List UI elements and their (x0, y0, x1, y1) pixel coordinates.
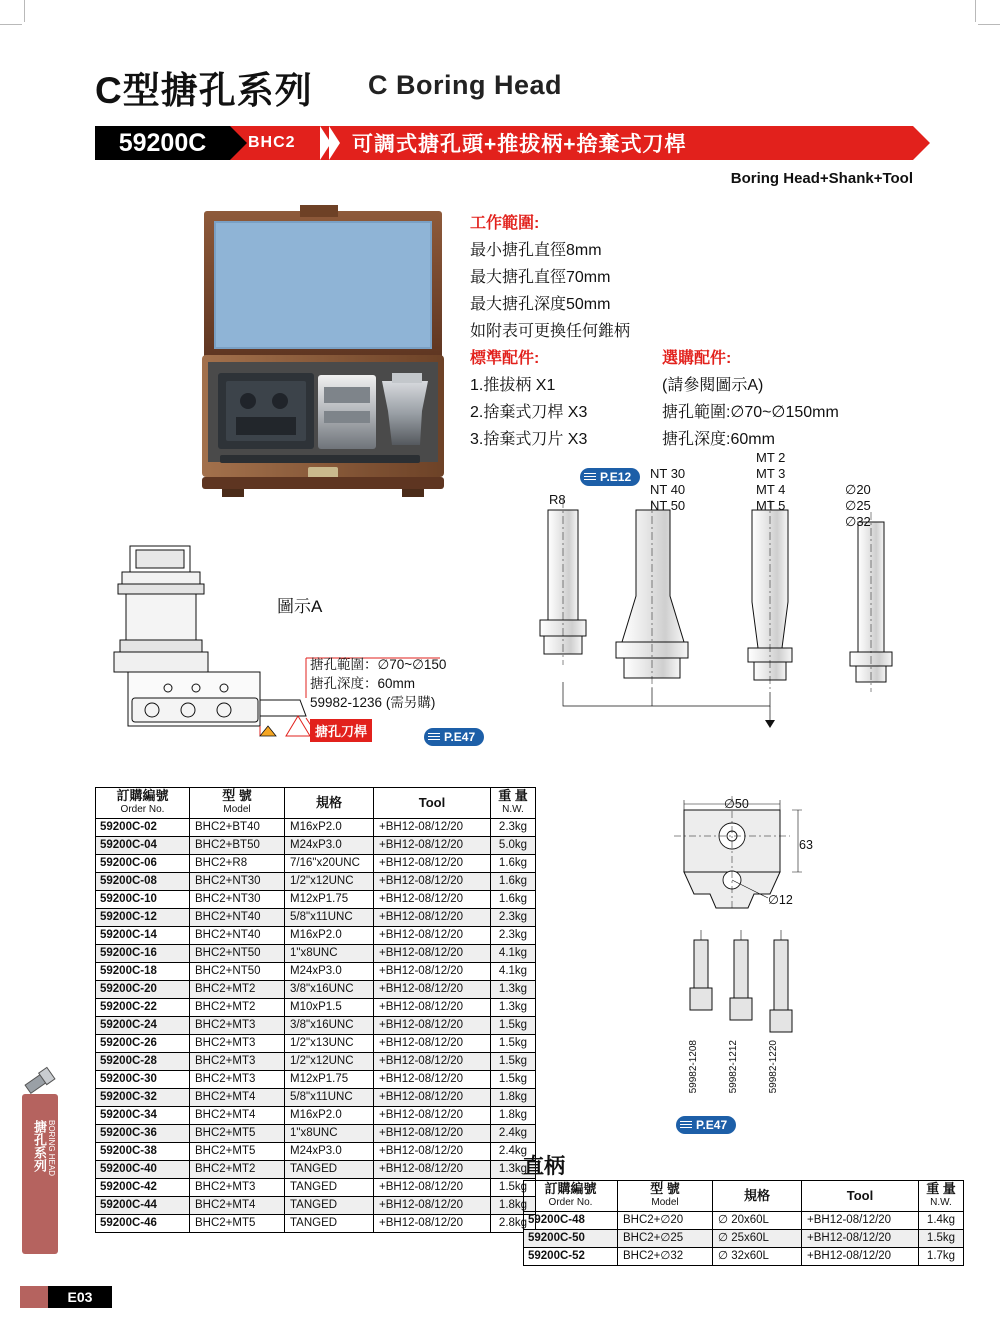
label-dia-20: ∅20 (845, 482, 871, 497)
cell-spec: M12xP1.75 (285, 1071, 374, 1089)
cell-spec: TANGED (285, 1197, 374, 1215)
cell-spec: 1/2"x12UNC (285, 1053, 374, 1071)
cell-weight: 2.4kg (491, 1143, 536, 1161)
cell-model: BHC2+MT4 (190, 1089, 285, 1107)
label-nt-40: NT 40 (650, 482, 686, 497)
working-range-line-0: 最小搪孔直徑8mm (470, 242, 602, 259)
callout-line-2: 59982-1236 (需另購) (310, 695, 436, 710)
cell-weight: 2.8kg (491, 1215, 536, 1233)
cell-spec: M24xP3.0 (285, 963, 374, 981)
straight-shank-title: 直柄 (523, 1155, 565, 1178)
optional-accessories-line-0: (請參閱圖示A) (662, 377, 764, 394)
cell-order: 59200C-14 (96, 927, 190, 945)
cell-model: BHC2+MT3 (190, 1035, 285, 1053)
cell-weight: 1.8kg (491, 1197, 536, 1215)
table-row (524, 1230, 964, 1248)
cell-model: BHC2+MT3 (190, 1071, 285, 1089)
cell-weight: 1.5kg (491, 1035, 536, 1053)
th-weight (491, 788, 536, 819)
table-row (96, 963, 536, 981)
cell-order: 59200C-12 (96, 909, 190, 927)
cell-model: BHC2+∅32 (618, 1248, 713, 1266)
th-tool (802, 1181, 919, 1212)
cell-model: BHC2+NT30 (190, 891, 285, 909)
cell-tool: +BH12-08/12/20 (374, 855, 491, 873)
cell-order: 59200C-30 (96, 1071, 190, 1089)
cell-order: 59200C-46 (96, 1215, 190, 1233)
cell-model: BHC2+NT50 (190, 945, 285, 963)
cell-weight: 4.1kg (491, 963, 536, 981)
table-row (96, 1053, 536, 1071)
cell-model: BHC2+NT40 (190, 909, 285, 927)
th-order-no (96, 788, 190, 819)
cell-tool: +BH12-08/12/20 (374, 1053, 491, 1071)
cell-order: 59200C-52 (524, 1248, 618, 1266)
cell-weight: 1.5kg (919, 1230, 964, 1248)
page-number: E03 (48, 1286, 112, 1308)
th-model (190, 788, 285, 819)
cell-tool: +BH12-08/12/20 (374, 1125, 491, 1143)
figure-a-callout (310, 655, 446, 712)
banner-description-cn: 可調式搪孔頭+推拔柄+捨棄式刀桿 (352, 133, 687, 156)
cell-spec: 1"x8UNC (285, 945, 374, 963)
optional-accessories-line-2: 搪孔深度:60mm (662, 431, 775, 448)
cell-tool: +BH12-08/12/20 (374, 1179, 491, 1197)
page-title-en: C Boring Head (368, 70, 563, 100)
standard-accessories-line-2: 3.捨棄式刀片 X3 (470, 431, 588, 448)
th-weight-cn: 重 量 (498, 788, 528, 803)
cell-tool: +BH12-08/12/20 (802, 1248, 919, 1266)
th-spec (285, 788, 374, 819)
cell-spec: M24xP3.0 (285, 1143, 374, 1161)
cell-tool: +BH12-08/12/20 (374, 873, 491, 891)
cell-spec: ∅ 25x60L (713, 1230, 802, 1248)
th-order-no (524, 1181, 618, 1212)
cell-weight: 1.8kg (491, 1089, 536, 1107)
working-range-line-1: 最大搪孔直徑70mm (470, 269, 611, 286)
callout-line-0: 搪孔範圍：∅70~∅150 (310, 657, 447, 672)
table-header-row (524, 1181, 964, 1212)
cell-order: 59200C-20 (96, 981, 190, 999)
callout-line-1: 搪孔深度：60mm (310, 676, 416, 691)
table-row (96, 1071, 536, 1089)
cell-order: 59200C-28 (96, 1053, 190, 1071)
th-tool-label: Tool (418, 795, 446, 810)
th-model-en: Model (223, 804, 251, 815)
table-row (96, 1215, 536, 1233)
cell-model: BHC2+MT5 (190, 1143, 285, 1161)
cell-weight: 1.8kg (491, 1107, 536, 1125)
boring-bar-tag: 搪孔刀桿 (310, 719, 372, 742)
bar-code-1208: 59982-1208 (688, 1040, 699, 1094)
cell-model: BHC2+MT2 (190, 999, 285, 1017)
cell-order: 59200C-40 (96, 1161, 190, 1179)
cell-weight: 2.3kg (491, 909, 536, 927)
cell-tool: +BH12-08/12/20 (374, 1107, 491, 1125)
th-spec (713, 1181, 802, 1212)
cell-order: 59200C-36 (96, 1125, 190, 1143)
crop-mark (975, 0, 976, 22)
cell-weight: 4.1kg (491, 945, 536, 963)
cell-order: 59200C-26 (96, 1035, 190, 1053)
table-row (96, 1089, 536, 1107)
th-tool (374, 788, 491, 819)
cell-tool: +BH12-08/12/20 (374, 891, 491, 909)
cell-spec: M16xP2.0 (285, 1107, 374, 1125)
cell-tool: +BH12-08/12/20 (374, 999, 491, 1017)
table-row (96, 981, 536, 999)
table-row (96, 1125, 536, 1143)
cell-tool: +BH12-08/12/20 (374, 1215, 491, 1233)
cell-spec: M16xP2.0 (285, 819, 374, 837)
cell-spec: TANGED (285, 1179, 374, 1197)
cell-order: 59200C-08 (96, 873, 190, 891)
bar-code-1212: 59982-1212 (728, 1040, 739, 1094)
cell-model: BHC2+NT30 (190, 873, 285, 891)
cell-order: 59200C-18 (96, 963, 190, 981)
cell-order: 59200C-38 (96, 1143, 190, 1161)
cell-tool: +BH12-08/12/20 (374, 963, 491, 981)
dim-height-63: 63 (799, 838, 813, 852)
th-model-cn: 型 號 (222, 788, 252, 803)
page-ref-label: P.E47 (424, 728, 484, 746)
figure-a-label: 圖示A (277, 597, 323, 616)
table-row (96, 891, 536, 909)
table-row (96, 1017, 536, 1035)
dim-diameter-50: ∅50 (724, 797, 749, 811)
cell-spec: M16xP2.0 (285, 927, 374, 945)
working-range-heading: 工作範圍: (470, 215, 540, 232)
table-row (96, 927, 536, 945)
table-row (524, 1248, 964, 1266)
table-row (96, 909, 536, 927)
cell-tool: +BH12-08/12/20 (374, 1071, 491, 1089)
table-row (524, 1212, 964, 1230)
footer-accent (20, 1286, 48, 1308)
cell-weight: 1.5kg (491, 1071, 536, 1089)
table-row (96, 945, 536, 963)
cell-order: 59200C-42 (96, 1179, 190, 1197)
cell-model: BHC2+BT50 (190, 837, 285, 855)
label-mt-2: MT 2 (756, 450, 786, 465)
cell-tool: +BH12-08/12/20 (374, 1017, 491, 1035)
label-r8: R8 (549, 492, 566, 507)
working-range-block (470, 210, 630, 345)
optional-accessories-line-1: 搪孔範圍:∅70~∅150mm (662, 404, 839, 421)
table-row (96, 1197, 536, 1215)
crop-mark (978, 24, 1000, 25)
product-model: BHC2 (248, 134, 296, 151)
cell-weight: 1.5kg (491, 1017, 536, 1035)
table-row (96, 999, 536, 1017)
label-mt-4: MT 4 (756, 482, 786, 497)
standard-accessories-block (470, 345, 587, 453)
cell-weight: 1.6kg (491, 855, 536, 873)
th-model-en: Model (651, 1197, 679, 1208)
table-row (96, 1143, 536, 1161)
cell-weight: 2.3kg (491, 927, 536, 945)
label-nt-50: NT 50 (650, 498, 686, 513)
cell-spec: M24xP3.0 (285, 837, 374, 855)
cell-tool: +BH12-08/12/20 (374, 1089, 491, 1107)
cell-order: 59200C-02 (96, 819, 190, 837)
th-weight-cn: 重 量 (926, 1181, 956, 1196)
cell-spec: ∅ 32x60L (713, 1248, 802, 1266)
table-row (96, 873, 536, 891)
cell-weight: 2.4kg (491, 1125, 536, 1143)
cell-order: 59200C-22 (96, 999, 190, 1017)
product-code: 59200C (95, 126, 230, 160)
cell-spec: 1/2"x13UNC (285, 1035, 374, 1053)
cell-model: BHC2+MT4 (190, 1197, 285, 1215)
cell-order: 59200C-24 (96, 1017, 190, 1035)
th-model (618, 1181, 713, 1212)
cell-model: BHC2+R8 (190, 855, 285, 873)
cell-weight: 1.3kg (491, 1161, 536, 1179)
cell-tool: +BH12-08/12/20 (374, 837, 491, 855)
cell-order: 59200C-50 (524, 1230, 618, 1248)
head-dimension-drawing (660, 780, 960, 1110)
cell-model: BHC2+NT50 (190, 963, 285, 981)
straight-shank-table (523, 1180, 964, 1266)
cell-tool: +BH12-08/12/20 (802, 1212, 919, 1230)
cell-order: 59200C-44 (96, 1197, 190, 1215)
table-row (96, 1035, 536, 1053)
standard-accessories-line-0: 1.推拔柄 X1 (470, 377, 556, 394)
table-row (96, 1179, 536, 1197)
cell-spec: M12xP1.75 (285, 891, 374, 909)
standard-accessories-line-1: 2.捨棄式刀桿 X3 (470, 404, 588, 421)
cell-tool: +BH12-08/12/20 (374, 909, 491, 927)
cell-weight: 1.6kg (491, 891, 536, 909)
cell-model: BHC2+MT2 (190, 1161, 285, 1179)
page-ref-pe47-b[interactable] (676, 1116, 736, 1134)
cell-tool: +BH12-08/12/20 (374, 945, 491, 963)
table-row (96, 1107, 536, 1125)
cell-tool: +BH12-08/12/20 (374, 927, 491, 945)
th-model-cn: 型 號 (650, 1181, 680, 1196)
th-weight-en: N.W. (502, 804, 524, 815)
cell-spec: 3/8"x16UNC (285, 981, 374, 999)
th-weight-en: N.W. (930, 1197, 952, 1208)
banner-description-en: Boring Head+Shank+Tool (730, 170, 913, 187)
cell-model: BHC2+MT2 (190, 981, 285, 999)
crop-mark (24, 0, 25, 22)
shank-drawings (520, 470, 950, 770)
cell-tool: +BH12-08/12/20 (374, 1035, 491, 1053)
th-spec-cn: 規格 (315, 795, 342, 810)
table-row (96, 855, 536, 873)
product-photo (196, 205, 453, 505)
cell-weight: 1.5kg (491, 1053, 536, 1071)
cell-model: BHC2+MT3 (190, 1179, 285, 1197)
label-dia-25: ∅25 (845, 498, 871, 513)
cell-model: BHC2+MT4 (190, 1107, 285, 1125)
side-tab-label-en: BORING HEAD (47, 1120, 56, 1177)
cell-tool: +BH12-08/12/20 (374, 1197, 491, 1215)
label-mt-5: MT 5 (756, 498, 786, 513)
dim-diameter-12: ∅12 (768, 893, 793, 907)
cell-tool: +BH12-08/12/20 (374, 1161, 491, 1179)
page-ref-pe47-a[interactable] (424, 728, 484, 746)
page-ref-label: P.E47 (676, 1116, 736, 1134)
table-row (96, 837, 536, 855)
table-row (96, 819, 536, 837)
optional-accessories-heading: 選購配件: (662, 350, 732, 367)
cell-spec: 3/8"x16UNC (285, 1017, 374, 1035)
main-order-table (95, 787, 536, 1233)
th-tool-label: Tool (846, 1188, 874, 1203)
label-nt-30: NT 30 (650, 466, 686, 481)
th-weight (919, 1181, 964, 1212)
cell-weight: 1.6kg (491, 873, 536, 891)
th-order-no-en: Order No. (120, 804, 165, 815)
cell-weight: 5.0kg (491, 837, 536, 855)
side-tab-label-cn: 搪孔系列 (32, 1120, 47, 1172)
cell-weight: 1.5kg (491, 1179, 536, 1197)
side-tab[interactable] (22, 1094, 58, 1254)
cell-spec: 1/2"x12UNC (285, 873, 374, 891)
chevron-right-icon (320, 126, 340, 160)
cell-spec: TANGED (285, 1161, 374, 1179)
cell-model: BHC2+NT40 (190, 927, 285, 945)
cell-model: BHC2+BT40 (190, 819, 285, 837)
working-range-line-3: 如附表可更換任何錐柄 (470, 323, 631, 340)
page-title-cn: C型搪孔系列 (95, 70, 313, 111)
cell-weight: 2.3kg (491, 819, 536, 837)
working-range-line-2: 最大搪孔深度50mm (470, 296, 611, 313)
table-header-row (96, 788, 536, 819)
page-ref-label: P.E12 (580, 468, 640, 486)
cell-model: BHC2+MT3 (190, 1017, 285, 1035)
th-spec-cn: 規格 (743, 1188, 770, 1203)
cell-tool: +BH12-08/12/20 (802, 1230, 919, 1248)
cell-weight: 1.3kg (491, 999, 536, 1017)
table-row (96, 1161, 536, 1179)
optional-accessories-block (662, 345, 839, 453)
th-order-no-cn: 訂購編號 (544, 1181, 597, 1196)
cell-order: 59200C-16 (96, 945, 190, 963)
cell-spec: 5/8"x11UNC (285, 1089, 374, 1107)
cell-model: BHC2+MT5 (190, 1125, 285, 1143)
cell-spec: 7/16"x20UNC (285, 855, 374, 873)
cell-model: BHC2+∅20 (618, 1212, 713, 1230)
cell-tool: +BH12-08/12/20 (374, 819, 491, 837)
cell-tool: +BH12-08/12/20 (374, 1143, 491, 1161)
th-order-no-en: Order No. (548, 1197, 593, 1208)
cell-tool: +BH12-08/12/20 (374, 981, 491, 999)
th-order-no-cn: 訂購編號 (116, 788, 169, 803)
cell-order: 59200C-10 (96, 891, 190, 909)
crop-mark (0, 24, 22, 25)
label-dia-32: ∅32 (845, 514, 871, 529)
standard-accessories-heading: 標準配件: (470, 350, 540, 367)
cell-order: 59200C-34 (96, 1107, 190, 1125)
cell-order: 59200C-32 (96, 1089, 190, 1107)
cell-weight: 1.3kg (491, 981, 536, 999)
cell-weight: 1.7kg (919, 1248, 964, 1266)
cell-spec: M10xP1.5 (285, 999, 374, 1017)
cell-spec: 1"x8UNC (285, 1125, 374, 1143)
cell-spec: TANGED (285, 1215, 374, 1233)
cell-order: 59200C-48 (524, 1212, 618, 1230)
cell-spec: ∅ 20x60L (713, 1212, 802, 1230)
cell-weight: 1.4kg (919, 1212, 964, 1230)
bar-code-1220: 59982-1220 (768, 1040, 779, 1094)
cell-model: BHC2+MT5 (190, 1215, 285, 1233)
cell-order: 59200C-06 (96, 855, 190, 873)
cell-order: 59200C-04 (96, 837, 190, 855)
cell-model: BHC2+∅25 (618, 1230, 713, 1248)
label-mt-3: MT 3 (756, 466, 786, 481)
cell-model: BHC2+MT3 (190, 1053, 285, 1071)
cell-spec: 5/8"x11UNC (285, 909, 374, 927)
